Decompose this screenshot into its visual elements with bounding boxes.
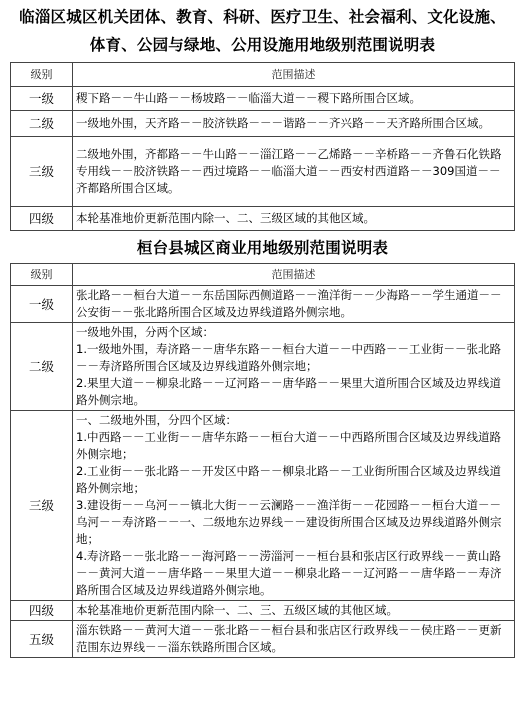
- table2-row: [11, 411, 515, 601]
- table1-desc-cell: 二级地外围，齐都路－－牛山路－－淄江路－－乙烯路－－辛桥路－－齐鲁石化铁路专用线－－胶济铁路－－西过境路－－临淄大道－－西安村西道路－－309国道－－齐都路所围合区域。: [73, 137, 515, 207]
- table1-title-line1: 临淄区城区机关团体、教育、科研、医疗卫生、社会福利、文化设施、: [19, 8, 506, 26]
- table1-level-cell: 四级: [11, 207, 73, 231]
- table2-row: [11, 601, 515, 621]
- table2-desc-cell: [73, 601, 515, 621]
- table2-desc-line: 1.一级地外围，寿济路－－唐华东路－－桓台大道－－中西路－－工业街－－张北路－－寿济路所围合区域及边界线道路外侧宗地；: [76, 342, 501, 373]
- table2-header-desc: 范围描述: [73, 264, 515, 286]
- table2-header-level: 级别: [11, 264, 73, 286]
- table1-level-cell: 二级: [11, 111, 73, 137]
- table2-desc-line: 2.工业街－－张北路－－开发区中路－－柳泉北路－－工业街所围合区域及边界线道路外侧宗地；: [76, 464, 501, 495]
- table2-title: 桓台县城区商业用地级别范围说明表: [136, 239, 389, 257]
- table2-desc-line: 1.中西路－－工业街－－唐华东路－－桓台大道－－中西路所围合区域及边界线道路外侧宗地；: [76, 430, 501, 461]
- table1-level-cell: 三级: [11, 137, 73, 207]
- table2-desc-cell: [73, 323, 515, 411]
- table1-title-line2: 体育、公园与绿地、公用设施用地级别范围说明表: [89, 36, 436, 54]
- table2-desc-line: 张北路－－桓台大道－－东岳国际西侧道路－－渔洋街－－少海路－－学生通道－－公安街－－张北路所围合区域及边界线道路外侧宗地。: [76, 288, 502, 319]
- table1-row: [11, 137, 515, 207]
- table2-desc-cell: [73, 621, 515, 658]
- table1-level-cell: 一级: [11, 87, 73, 111]
- table2-level-cell: 二级: [11, 323, 73, 411]
- table2-desc-line: 4.寿济路－－张北路－－海河路－－涝淄河－－桓台县和张店区行政界线－－黄山路－－黄河大道－－唐华路－－果里大道－－柳泉北路－－辽河路－－唐华路－－寿济路所围合区域及边界线道路外侧宗地。: [76, 549, 502, 597]
- table2-desc-line: 淄东铁路－－黄河大道－－张北路－－桓台县和张店区行政界线－－侯庄路－－更新范围东边界线－－淄东铁路所围合区域。: [76, 623, 502, 654]
- table1: [10, 62, 515, 231]
- table2-level-cell: 三级: [11, 411, 73, 601]
- table1-row: [11, 111, 515, 137]
- table2-desc-line: 一级地外围，分两个区域：: [76, 325, 214, 339]
- table2-desc-line: 一、二级地外围，分四个区域：: [76, 413, 237, 427]
- table2-desc-cell: [73, 286, 515, 323]
- table2-row: [11, 323, 515, 411]
- table1-desc-cell: 稷下路－－牛山路－－杨坡路－－临淄大道－－稷下路所围合区域。: [73, 87, 515, 111]
- table2-desc-line: 本轮基准地价更新范围内除一、二、三、五级区域的其他区域。: [76, 603, 398, 617]
- table2-desc-line: 2.果里大道－－柳泉北路－－辽河路－－唐华路－－果里大道所围合区域及边界线道路外侧宗地。: [76, 376, 501, 407]
- table1-header-level: 级别: [11, 63, 73, 87]
- table2-level-cell: 一级: [11, 286, 73, 323]
- table2-row: [11, 621, 515, 658]
- table2-desc-cell: [73, 411, 515, 601]
- table1-header-desc: 范围描述: [73, 63, 515, 87]
- table2-row: [11, 286, 515, 323]
- table1-header-row: [11, 63, 515, 87]
- table2-level-cell: 四级: [11, 601, 73, 621]
- table2: [10, 263, 515, 658]
- table2-header-row: [11, 264, 515, 286]
- table1-row: [11, 207, 515, 231]
- table1-desc-cell: 一级地外围，天齐路－－胶济铁路－－－谐路－－齐兴路－－天齐路所围合区域。: [73, 111, 515, 137]
- table2-desc-line: 3.建设街－－乌河－－镇北大街－－云澜路－－渔洋街－－花园路－－桓台大道－－乌河－－寿济路－－一、二级地东边界线－－建设街所围合区域及边界线道路外侧宗地；: [76, 498, 502, 546]
- table1-row: [11, 87, 515, 111]
- table2-level-cell: 五级: [11, 621, 73, 658]
- table1-desc-cell: 本轮基准地价更新范围内除一、二、三级区域的其他区域。: [73, 207, 515, 231]
